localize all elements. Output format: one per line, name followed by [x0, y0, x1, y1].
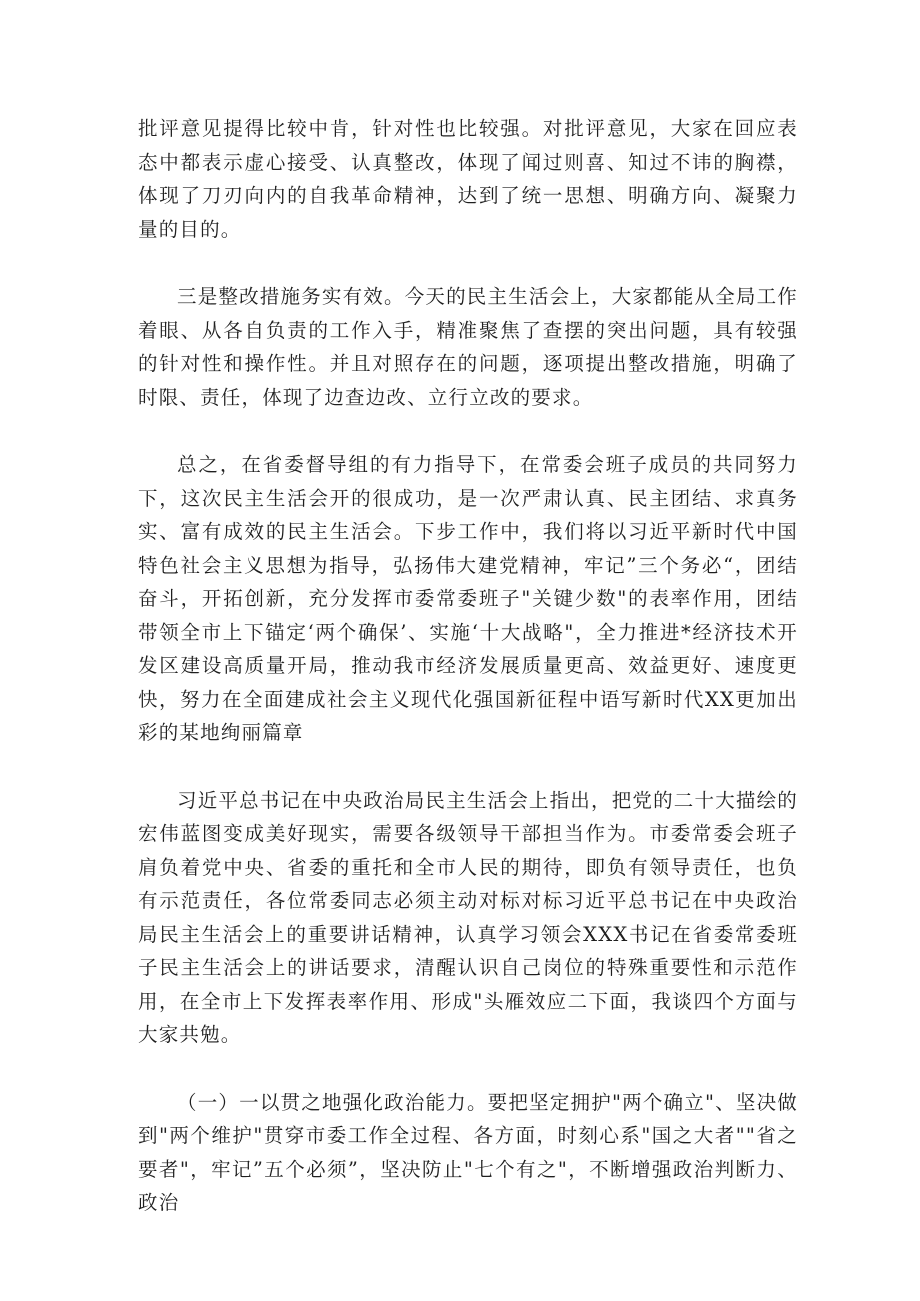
document-body	[138, 112, 798, 1254]
paragraph-political-capacity: （一）一以贯之地强化政治能力。要把坚定拥护"两个确立"、坚决做到"两个维护"贯穿市委工作全过程、各方面，时刻心系"国之大者""省之要者"，牢记”五个必须”，坚决防止"七个有之"，不断增强政治判断力、政治	[138, 1090, 798, 1214]
paragraph-xi-remarks: 习近平总书记在中央政治局民主生活会上指出，把党的二十大描绘的宏伟蓝图变成美好现实，需要各级领导干部担当作为。市委常委会班子肩负着党中央、省委的重托和全市人民的期待，即负有领导责任，也负有示范责任，各位常委同志必须主动对标对标习近平总书记在中央政治局民主生活会上的重要讲话精神，认真学习领会XXX书记在省委常委班子民主生活会上的讲话要求，清醒认识自己岗位的特殊重要性和示范作用，在全市上下发挥表率作用、形成"头雁效应二下面，我谈四个方面与大家共勉。	[138, 788, 799, 1046]
paragraph-rectification-measures: 三是整改措施务实有效。今天的民主生活会上，大家都能从全局工作着眼、从各自负责的工作入手，精准聚焦了查摆的突出问题，具有较强的针对性和操作性。并且对照存在的问题，逐项提出整改措施，明确了时限、责任，体现了边查边改、立行立改的要求。	[138, 285, 799, 409]
paragraph-criticism-response: 批评意见提得比较中肯，针对性也比较强。对批评意见，大家在回应表态中都表示虚心接受、认真整改，体现了闻过则喜、知过不讳的胸襟，体现了刀刃向内的自我革命精神，达到了统一思想、明确方向、凝聚力量的目的。	[138, 117, 798, 241]
paragraph-summary: 总之，在省委督导组的有力指导下，在常委会班子成员的共同努力下，这次民主生活会开的很成功，是一次严肃认真、民主团结、求真务实、富有成效的民主生活会。下步工作中，我们将以习近平新时代中国特色社会主义思想为指导，弘扬伟大建党精神，牢记”三个务必“，团结奋斗，开拓创新，充分发挥市委常委班子"关键少数"的表率作用，团结带领全市上下锚定‘两个确保’、实施‘十大战略"，全力推进*经济技术开发区建设高质量开局，推动我市经济发展质量更高、效益更好、速度更快，努力在全面建成社会主义现代化强国新征程中语写新时代XX更加出彩的某地绚丽篇章	[138, 453, 798, 744]
